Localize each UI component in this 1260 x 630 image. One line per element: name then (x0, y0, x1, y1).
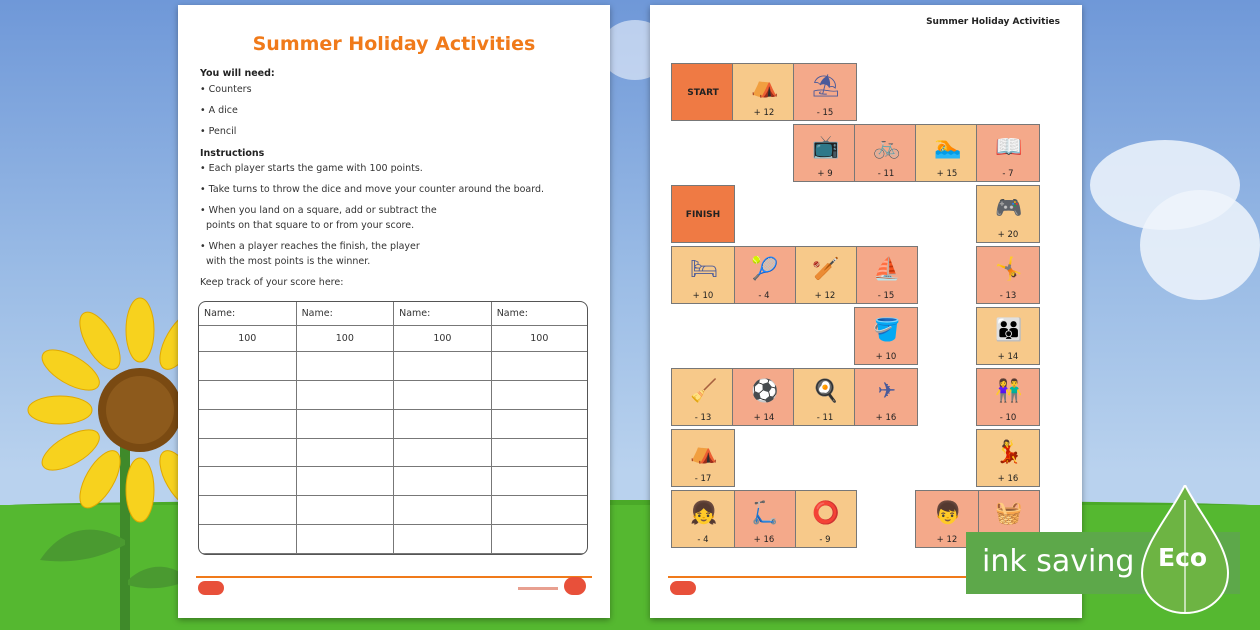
board-square (671, 490, 735, 548)
board-square (732, 490, 796, 548)
score-cell[interactable] (492, 525, 587, 554)
sunflower-illustration (0, 290, 190, 630)
square-points: + 15 (936, 169, 958, 179)
square-points: - 10 (999, 413, 1017, 423)
square-points: - 9 (819, 535, 831, 545)
children-group-icon: 👦 (934, 501, 962, 526)
score-cell[interactable] (492, 352, 587, 381)
scooter-icon: 🛴 (751, 501, 779, 526)
board-square (671, 368, 735, 426)
tennis-icon: 🎾 (751, 257, 779, 282)
score-cell[interactable] (297, 525, 395, 554)
start-square (671, 63, 735, 121)
board-square (854, 246, 918, 304)
score-cell[interactable] (199, 525, 297, 554)
table-row (199, 381, 587, 410)
table-row (199, 467, 587, 496)
score-cell[interactable] (394, 352, 492, 381)
footer-line (196, 576, 592, 578)
score-cell[interactable] (394, 439, 492, 468)
instruction-line: with the most points is the winner. (206, 256, 371, 267)
table-row (199, 525, 587, 554)
square-points: + 12 (753, 108, 775, 118)
score-header-name: Name: (297, 302, 395, 326)
score-start-value: 100 (394, 326, 492, 352)
family-icon: 👪 (995, 318, 1023, 343)
board-square (976, 429, 1040, 487)
board-square (976, 246, 1040, 304)
score-cell[interactable] (394, 525, 492, 554)
vacuum-icon: 🧹 (690, 379, 718, 404)
publisher-logo-icon (670, 581, 696, 595)
page-title: Summer Holiday Activities (252, 33, 536, 55)
square-points: - 17 (694, 474, 712, 484)
need-item: • Pencil (200, 126, 237, 137)
board-square (976, 368, 1040, 426)
finish-label: FINISH (685, 210, 721, 220)
swimming-icon: 🏊 (934, 135, 962, 160)
instruction-line: points on that square to or from your score. (206, 220, 415, 231)
square-points: - 4 (697, 535, 709, 545)
score-cell[interactable] (199, 496, 297, 525)
score-cell[interactable] (394, 381, 492, 410)
score-cell[interactable] (394, 410, 492, 439)
instructions-heading: Instructions (200, 148, 265, 159)
board-square (732, 63, 796, 121)
square-points: - 7 (1002, 169, 1014, 179)
need-heading: You will need: (200, 68, 275, 79)
score-cell[interactable] (492, 496, 587, 525)
score-cell[interactable] (199, 439, 297, 468)
friends-icon: 👫 (995, 379, 1023, 404)
square-points: + 12 (814, 291, 836, 301)
square-points: - 13 (999, 291, 1017, 301)
board-header: Summer Holiday Activities (926, 17, 1060, 27)
publisher-badge-icon (564, 577, 586, 595)
instruction-line: • When a player reaches the finish, the player (200, 241, 420, 252)
square-points: + 16 (753, 535, 775, 545)
board-square (793, 63, 857, 121)
score-cell[interactable] (297, 352, 395, 381)
score-cell[interactable] (394, 496, 492, 525)
score-cell[interactable] (492, 439, 587, 468)
board-square (793, 490, 857, 548)
square-points: + 14 (997, 352, 1019, 362)
square-points: + 10 (692, 291, 714, 301)
board-square (976, 307, 1040, 365)
score-cell[interactable] (199, 410, 297, 439)
instruction-line: • Each player starts the game with 100 points. (200, 163, 423, 174)
table-row (199, 496, 587, 525)
eco-drop-icon (1140, 485, 1230, 615)
score-cell[interactable] (199, 352, 297, 381)
board-square (854, 307, 918, 365)
board-square (976, 124, 1040, 182)
square-points: - 11 (816, 413, 834, 423)
bicycle-icon: 🚲 (873, 135, 901, 160)
score-cell[interactable] (297, 439, 395, 468)
board-square (732, 246, 796, 304)
need-item: • A dice (200, 105, 238, 116)
board-square (732, 368, 796, 426)
score-cell[interactable] (492, 467, 587, 496)
square-points: - 15 (816, 108, 834, 118)
board-square (671, 429, 735, 487)
square-points: - 15 (877, 291, 895, 301)
bucket-spade-icon: 🪣 (873, 318, 901, 343)
score-start-value: 100 (199, 326, 297, 352)
score-cell[interactable] (199, 381, 297, 410)
board-square (854, 368, 918, 426)
board-square (793, 246, 857, 304)
board-square (793, 124, 857, 182)
game-controller-icon: 🎮 (995, 196, 1023, 221)
table-row (199, 439, 587, 468)
score-table (198, 301, 588, 555)
square-points: - 11 (877, 169, 895, 179)
score-cell[interactable] (297, 496, 395, 525)
score-prompt: Keep track of your score here: (200, 277, 344, 288)
score-cell[interactable] (394, 467, 492, 496)
score-cell[interactable] (199, 467, 297, 496)
board-square (976, 185, 1040, 243)
football-goal-icon: ⚽ (751, 379, 779, 404)
footer-url-mark (518, 587, 558, 590)
trampoline-icon: 🤸 (995, 257, 1023, 282)
square-points: + 16 (997, 474, 1019, 484)
camping-tent-icon: ⛺ (751, 74, 779, 99)
sailing-boat-icon: ⛵ (873, 257, 901, 282)
square-points: + 20 (997, 230, 1019, 240)
cloud (1140, 190, 1260, 300)
square-points: + 16 (875, 413, 897, 423)
instruction-line: • When you land on a square, add or subtract the (200, 205, 437, 216)
playing-kids-icon: 👧 (690, 501, 718, 526)
board-square (793, 368, 857, 426)
board-square (915, 124, 979, 182)
square-points: + 9 (817, 169, 833, 179)
square-points: - 4 (758, 291, 770, 301)
worksheet-page (178, 5, 610, 618)
score-header-name: Name: (394, 302, 492, 326)
sofa-tv-icon: 📺 (812, 135, 840, 160)
instruction-line: • Take turns to throw the dice and move your counter around the board. (200, 184, 545, 195)
chef-cooking-icon: 🍳 (812, 379, 840, 404)
ink-saving-label: ink saving (982, 544, 1135, 579)
picnic-blanket-icon: ⛺ (690, 440, 718, 465)
score-cell[interactable] (297, 467, 395, 496)
need-item: • Counters (200, 84, 252, 95)
finish-square (671, 185, 735, 243)
board-square (854, 124, 918, 182)
square-points: + 10 (875, 352, 897, 362)
board-square (671, 246, 735, 304)
square-points: + 12 (936, 535, 958, 545)
aeroplane-icon: ✈ (877, 379, 897, 404)
square-points: + 14 (753, 413, 775, 423)
bed-sleeping-icon: 🛏 (690, 257, 718, 282)
hula-hoop-icon: ⭕ (812, 501, 840, 526)
game-board-page (650, 5, 1082, 618)
eco-label: Eco (1158, 543, 1208, 572)
picnic-icon: 🧺 (995, 501, 1023, 526)
score-cell[interactable] (297, 381, 395, 410)
score-start-value: 100 (492, 326, 587, 352)
score-cell[interactable] (297, 410, 395, 439)
table-row (199, 352, 587, 381)
start-label: START (687, 88, 719, 98)
beach-umbrella-icon: ⛱ (812, 74, 840, 99)
reading-icon: 📖 (995, 135, 1023, 160)
score-header-name: Name: (492, 302, 587, 326)
dancing-icon: 💃 (995, 440, 1023, 465)
square-points: - 13 (694, 413, 712, 423)
table-row (199, 410, 587, 439)
publisher-logo-icon (198, 581, 224, 595)
cricket-icon: 🏏 (812, 257, 840, 282)
score-cell[interactable] (492, 410, 587, 439)
score-start-value: 100 (297, 326, 395, 352)
score-cell[interactable] (492, 381, 587, 410)
score-header-name: Name: (199, 302, 297, 326)
